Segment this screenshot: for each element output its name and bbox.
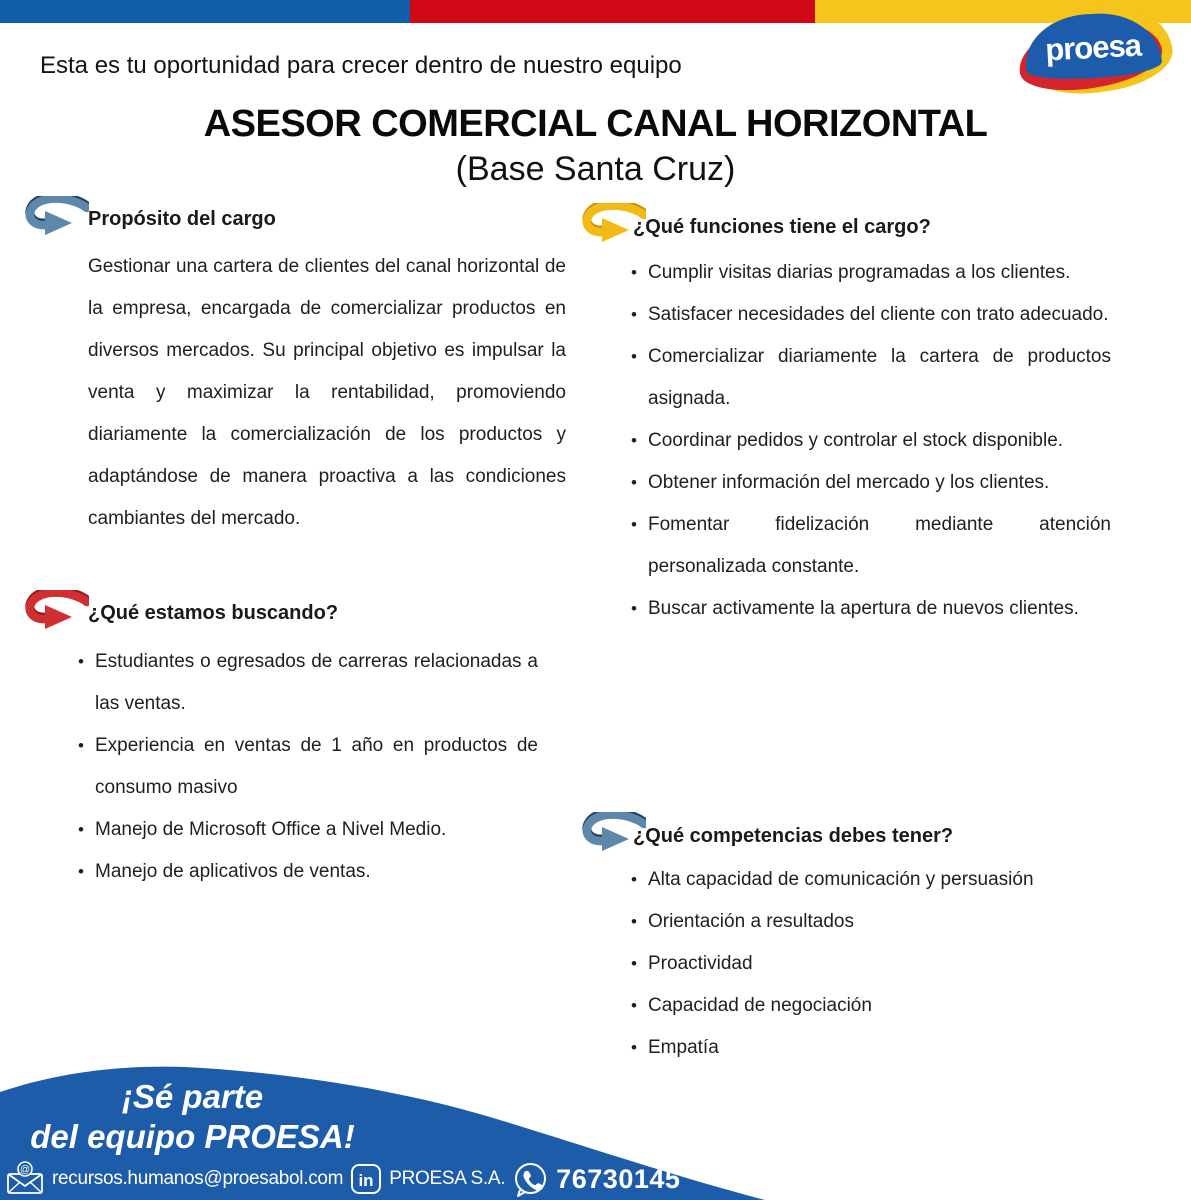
list-item: • Buscar activamente la apertura de nuevos clientes.: [631, 588, 1111, 630]
swoosh-arrow-icon: [25, 196, 89, 240]
list-item: • Coordinar pedidos y controlar el stock disponible.: [631, 420, 1111, 462]
envelope-at-icon: [5, 1161, 45, 1197]
page-subtitle: (Base Santa Cruz): [455, 150, 736, 188]
competencias-list: [631, 859, 1111, 1069]
intro-line: Esta es tu oportunidad para crecer dentro de nuestro equipo: [40, 52, 682, 79]
list-item: • Capacidad de negociación: [631, 985, 1111, 1027]
list-item: • Comercializar diariamente la cartera de productos asignada.: [631, 336, 1111, 420]
svg-text:@: @: [19, 1164, 31, 1176]
list-item: • Satisfacer necesidades del cliente con trato adecuado.: [631, 294, 1111, 336]
linkedin-icon: [350, 1163, 382, 1195]
section-heading-competencias: ¿Qué competencias debes tener?: [633, 825, 954, 847]
footer-email: recursos.humanos@proesabol.com: [52, 1168, 344, 1189]
footer-phone-number: 76730145: [556, 1163, 681, 1194]
buscando-list: [78, 641, 538, 893]
list-item: • Empatía: [631, 1027, 1111, 1069]
list-item: • Obtener información del mercado y los clientes.: [631, 462, 1111, 504]
proesa-logo: [1018, 6, 1173, 98]
logo-wordmark: proesa: [1044, 27, 1142, 68]
proposito-paragraph: Gestionar una cartera de clientes del canal horizontal de la empresa, encargada de comercializar productos en diversos mercados. Su principal objetivo es impulsar la venta y maximizar la rentabilidad, promoviendo diariamente la comercialización de los productos y adaptándose de manera proactiva a las condiciones cambiantes del mercado.: [88, 256, 566, 529]
section-heading-buscando: ¿Qué estamos buscando?: [88, 602, 339, 624]
phone-bubble-icon: [512, 1161, 549, 1198]
svg-text:in: in: [358, 1171, 374, 1190]
footer-contact-row: [5, 1160, 680, 1198]
list-item: • Cumplir visitas diarias programadas a los clientes.: [631, 252, 1111, 294]
page-title: ASESOR COMERCIAL CANAL HORIZONTAL: [203, 103, 988, 145]
section-heading-proposito: Propósito del cargo: [88, 208, 276, 230]
list-item: • Alta capacidad de comunicación y persuasión: [631, 859, 1111, 901]
list-item: • Estudiantes o egresados de carreras relacionadas a las ventas.: [78, 641, 538, 725]
top-color-bar: [0, 0, 1191, 23]
swoosh-arrow-icon: [25, 590, 89, 634]
bar-segment-blue: [0, 0, 410, 23]
list-item: • Manejo de aplicativos de ventas.: [78, 851, 538, 893]
bar-segment-red: [410, 0, 815, 23]
list-item: • Manejo de Microsoft Office a Nivel Medio.: [78, 809, 538, 851]
section-heading-funciones: ¿Qué funciones tiene el cargo?: [633, 216, 931, 238]
list-item: • Experiencia en ventas de 1 año en productos de consumo masivo: [78, 725, 538, 809]
list-item: • Orientación a resultados: [631, 901, 1111, 943]
list-item: • Fomentar fidelización mediante atención personalizada constante.: [631, 504, 1111, 588]
banner-text-line1: ¡Sé parte: [121, 1078, 264, 1115]
footer-company: PROESA S.A.: [389, 1168, 506, 1189]
funciones-list: [631, 252, 1111, 630]
banner-text-line2: del equipo PROESA!: [30, 1118, 355, 1155]
list-item: • Proactividad: [631, 943, 1111, 985]
